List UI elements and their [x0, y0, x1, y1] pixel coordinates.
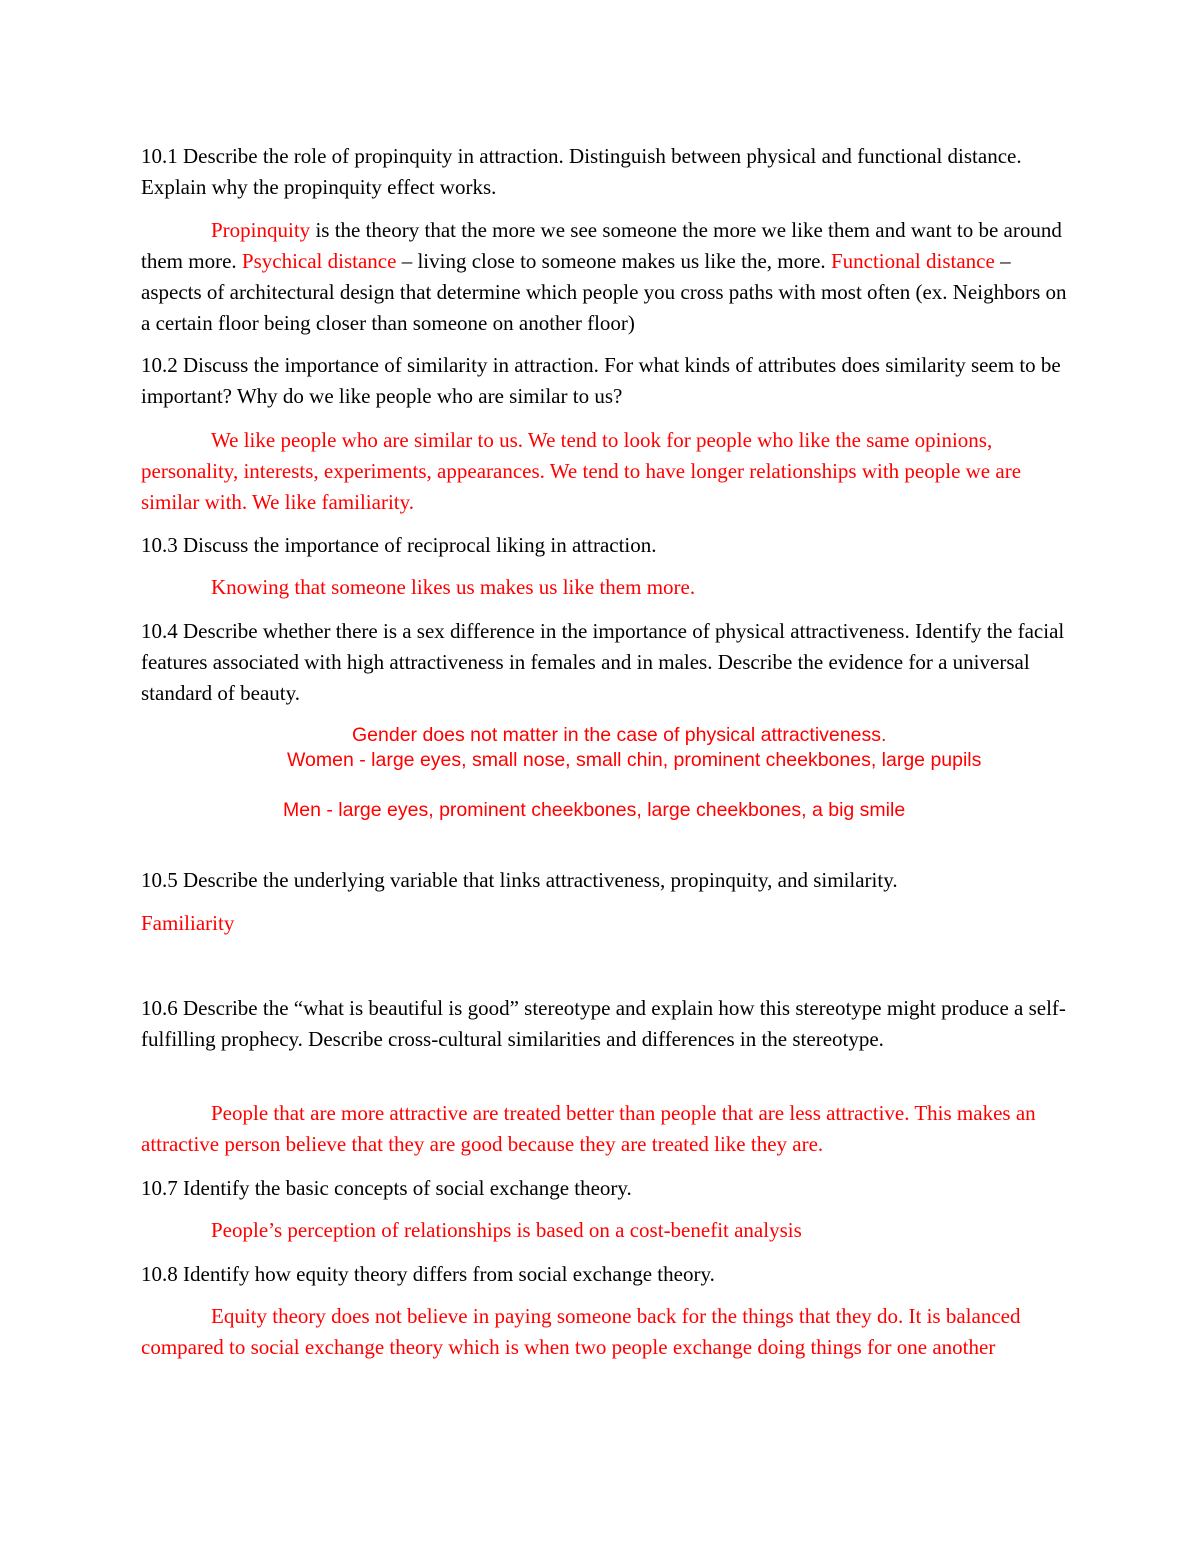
answer-10-1	[141, 215, 1071, 339]
question-10-4: 10.4 Describe whether there is a sex difference in the importance of physical attractiveness. Identify the facial features associated with high attractiveness in females and in males. Describe the evidence for a universal standard of beauty.	[141, 619, 1065, 705]
question-10-7: 10.7 Identify the basic concepts of social exchange theory.	[141, 1176, 632, 1200]
question-10-6: 10.6 Describe the “what is beautiful is good” stereotype and explain how this stereotype might produce a self-fulfilling prophecy. Describe cross-cultural similarities and differences in the stereotype.	[141, 996, 1066, 1051]
term-functional-distance: Functional distance	[830, 249, 995, 273]
answer-10-7: People’s perception of relationships is based on a cost-benefit analysis	[211, 1218, 802, 1242]
answer-10-5: Familiarity	[141, 911, 235, 935]
answer-10-3: Knowing that someone likes us makes us like them more.	[211, 575, 696, 599]
answer-10-8: Equity theory does not believe in paying someone back for the things that they do. It is balanced compared to social exchange theory which is when two people exchange doing things for one another	[141, 1304, 1021, 1359]
answer-10-4-women: Women - large eyes, small nose, small chin, prominent cheekbones, large pupils	[287, 749, 982, 771]
answer-10-1-text1: is the theory that the more we see someone the more we like them and want to be around them more.	[141, 218, 1062, 273]
answer-10-1-text2: – living close to someone makes us like the, more.	[396, 249, 831, 273]
answer-10-1-text3: – aspects of architectural design that determine which people you cross paths with most often (ex. Neighbors on a certain floor being closer than someone on another floor)	[141, 249, 1067, 335]
answer-10-4-line1: Gender does not matter in the case of physical attractiveness.	[352, 724, 887, 746]
term-propinquity: Propinquity	[211, 218, 311, 242]
question-10-1: 10.1 Describe the role of propinquity in attraction. Distinguish between physical and functional distance. Explain why the propinquity effect works.	[141, 144, 1022, 199]
question-10-3: 10.3 Discuss the importance of reciprocal liking in attraction.	[141, 533, 657, 557]
term-psychical-distance: Psychical distance	[241, 249, 397, 273]
question-10-5: 10.5 Describe the underlying variable that links attractiveness, propinquity, and similarity.	[141, 868, 898, 892]
question-10-8: 10.8 Identify how equity theory differs from social exchange theory.	[141, 1262, 715, 1286]
question-10-2: 10.2 Discuss the importance of similarity in attraction. For what kinds of attributes does similarity seem to be important? Why do we like people who are similar to us?	[141, 353, 1061, 408]
answer-10-6: People that are more attractive are treated better than people that are less attractive. This makes an attractive person believe that they are good because they are treated like they are.	[141, 1101, 1036, 1156]
answer-10-2: We like people who are similar to us. We tend to look for people who like the same opinions, personality, interests, experiments, appearances. We tend to have longer relationships with people we are similar with. We like familiarity.	[141, 428, 1022, 514]
answer-10-4-men: Men - large eyes, prominent cheekbones, large cheekbones, a big smile	[283, 799, 906, 821]
